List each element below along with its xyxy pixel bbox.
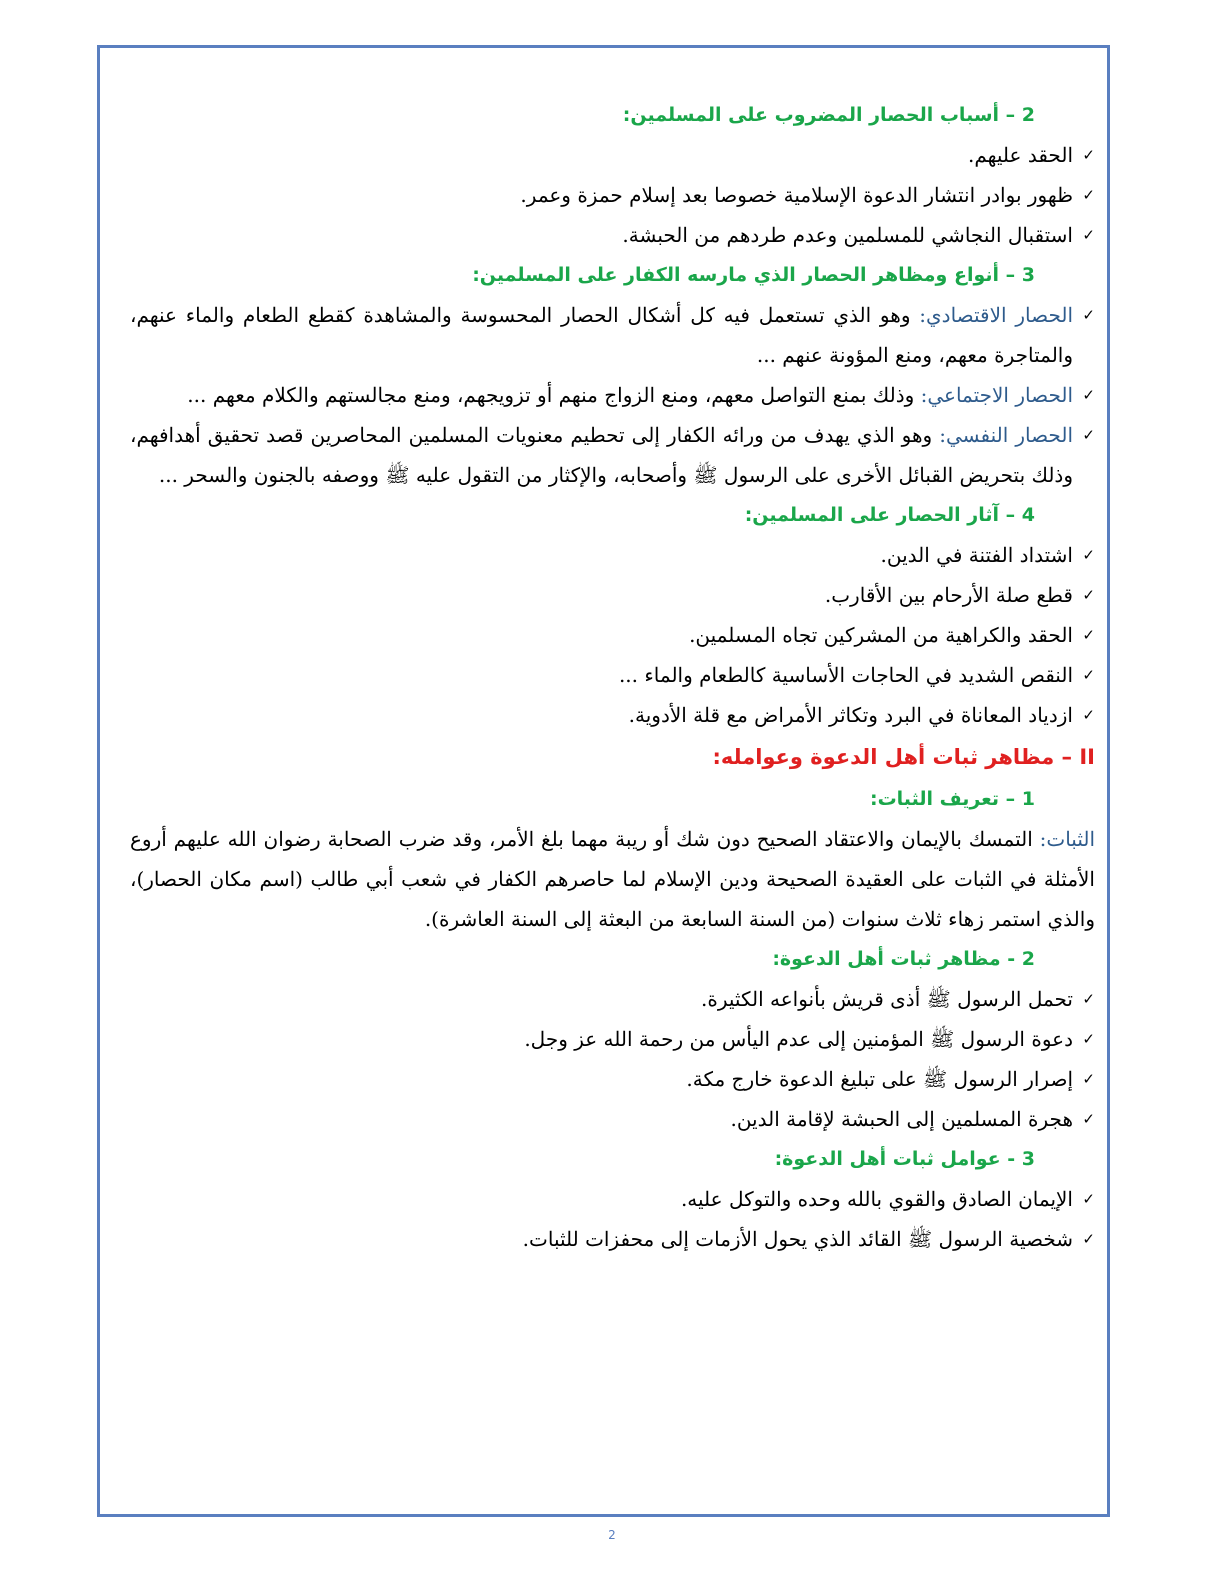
section-heading-definition: 1 – تعريف الثبات:: [869, 788, 1035, 810]
checkmark-icon: ✓: [1082, 1070, 1095, 1088]
list-item: ✓ تحمل الرسول ﷺ أذى قريش بأنواعه الكثيرة.: [130, 979, 1095, 1019]
section-heading-manifestations: 2 - مظاهر ثبات أهل الدعوة:: [772, 948, 1035, 970]
checkmark-icon: ✓: [1082, 990, 1095, 1008]
checkmark-icon: ✓: [1082, 1230, 1095, 1248]
term-label: الثبات:: [1039, 827, 1096, 851]
checkmark-icon: ✓: [1082, 306, 1095, 324]
section-heading-factors: 3 - عوامل ثبات أهل الدعوة:: [774, 1148, 1035, 1170]
checkmark-icon: ✓: [1082, 426, 1095, 444]
list-item: ✓ ازدياد المعاناة في البرد وتكاثر الأمراض مع قلة الأدوية.: [130, 695, 1095, 735]
list-item: ✓ الحصار الاجتماعي: وذلك بمنع التواصل معهم، ومنع الزواج منهم أو تزويجهم، ومنع مجالستهم والكلام معهم ...: [130, 375, 1095, 415]
checkmark-icon: ✓: [1082, 1030, 1095, 1048]
part-heading-steadfastness: II – مظاهر ثبات أهل الدعوة وعوامله:: [712, 745, 1095, 769]
list-item: ✓ الحقد والكراهية من المشركين تجاه المسلمين.: [130, 615, 1095, 655]
list-item: ✓ الإيمان الصادق والقوي بالله وحده والتوكل عليه.: [130, 1179, 1095, 1219]
list-item: ✓ ظهور بوادر انتشار الدعوة الإسلامية خصوصا بعد إسلام حمزة وعمر.: [130, 175, 1095, 215]
checkmark-icon: ✓: [1082, 386, 1095, 404]
section-heading-effects: 4 – آثار الحصار على المسلمين:: [744, 504, 1035, 526]
term-label: الحصار النفسي:: [939, 423, 1073, 447]
checkmark-icon: ✓: [1082, 146, 1095, 164]
list-item: ✓ اشتداد الفتنة في الدين.: [130, 535, 1095, 575]
page-content: [130, 95, 1095, 1259]
section-heading-types: 3 – أنواع ومظاهر الحصار الذي مارسه الكفار على المسلمين:: [472, 264, 1035, 286]
list-item: ✓ دعوة الرسول ﷺ المؤمنين إلى عدم اليأس من رحمة الله عز وجل.: [130, 1019, 1095, 1059]
checkmark-icon: ✓: [1082, 226, 1095, 244]
list-item: ✓ شخصية الرسول ﷺ القائد الذي يحول الأزمات إلى محفزات للثبات.: [130, 1219, 1095, 1259]
term-label: الحصار الاجتماعي:: [920, 383, 1073, 407]
checkmark-icon: ✓: [1082, 666, 1095, 684]
checkmark-icon: ✓: [1082, 1110, 1095, 1128]
checkmark-icon: ✓: [1082, 586, 1095, 604]
checkmark-icon: ✓: [1082, 1190, 1095, 1208]
list-item: ✓ استقبال النجاشي للمسلمين وعدم طردهم من الحبشة.: [130, 215, 1095, 255]
list-item: ✓ الحصار النفسي: وهو الذي يهدف من ورائه الكفار إلى تحطيم معنويات المسلمين المحاصرين قصد تحقيق أهدافهم، وذلك بتحريض القبائل الأخرى على الرسول ﷺ وأصحابه، والإكثار من التقول عليه ﷺ ووصفه بالجنون والسحر ...: [130, 415, 1095, 495]
page-number: 2: [608, 1528, 616, 1542]
list-item: ✓ إصرار الرسول ﷺ على تبليغ الدعوة خارج مكة.: [130, 1059, 1095, 1099]
term-label: الحصار الاقتصادي:: [919, 303, 1074, 327]
checkmark-icon: ✓: [1082, 626, 1095, 644]
section-heading-causes: 2 – أسباب الحصار المضروب على المسلمين:: [622, 104, 1035, 126]
list-item: ✓ قطع صلة الأرحام بين الأقارب.: [130, 575, 1095, 615]
checkmark-icon: ✓: [1082, 186, 1095, 204]
list-item: ✓ هجرة المسلمين إلى الحبشة لإقامة الدين.: [130, 1099, 1095, 1139]
definition-paragraph: الثبات: التمسك بالإيمان والاعتقاد الصحيح دون شك أو ريبة مهما بلغ الأمر، وقد ضرب الصحابة رضوان الله عليهم أروع الأمثلة في الثبات على العقيدة الصحيحة ودين الإسلام لما حاصرهم الكفار في شعب أبي طالب (اسم مكان الحصار)، والذي استمر زهاء ثلاث سنوات (من السنة السابعة من البعثة إلى السنة العاشرة).: [130, 827, 1096, 931]
list-item: ✓ النقص الشديد في الحاجات الأساسية كالطعام والماء ...: [130, 655, 1095, 695]
list-item: ✓ الحقد عليهم.: [130, 135, 1095, 175]
list-item: ✓ الحصار الاقتصادي: وهو الذي تستعمل فيه كل أشكال الحصار المحسوسة والمشاهدة كقطع الطعام والماء عنهم، والمتاجرة معهم، ومنع المؤونة عنهم ...: [130, 295, 1095, 375]
checkmark-icon: ✓: [1082, 546, 1095, 564]
checkmark-icon: ✓: [1082, 706, 1095, 724]
